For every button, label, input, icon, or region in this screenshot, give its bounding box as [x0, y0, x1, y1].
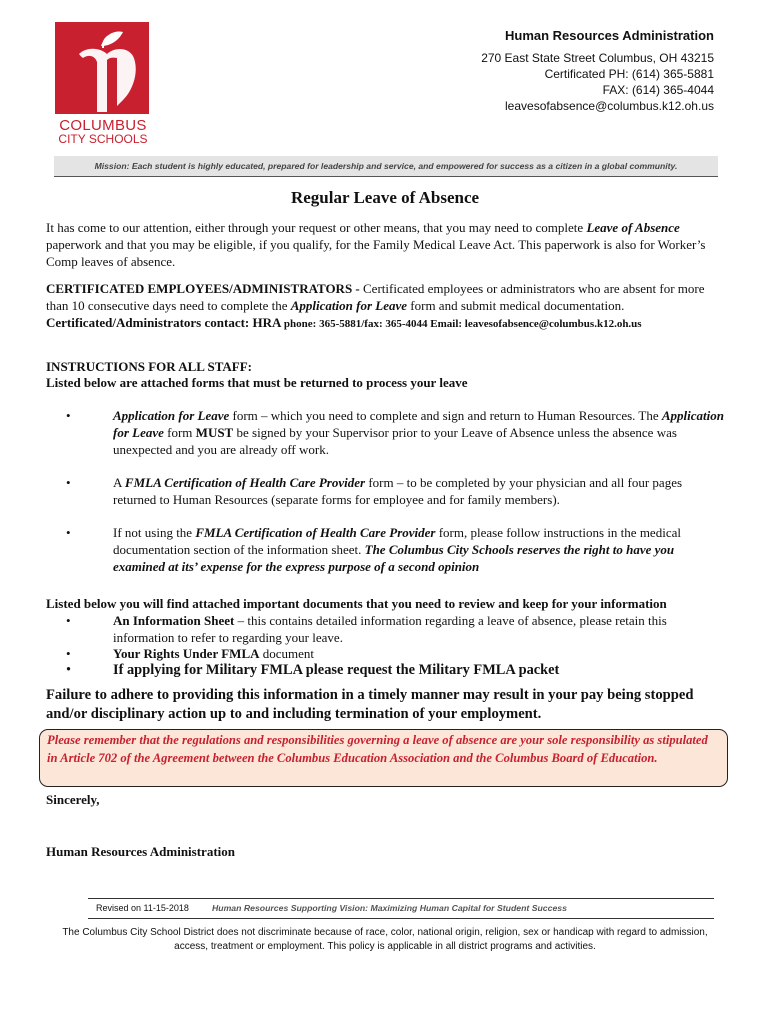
bullet-text: [113, 524, 725, 575]
bullet-icon: •: [66, 525, 71, 540]
certificated-form-name: Application for Leave: [290, 298, 408, 313]
page-title: Regular Leave of Absence: [290, 188, 480, 207]
bullet-text-part: form – which you need to complete and sign and return to Human Resources. The: [229, 408, 662, 423]
list-item: [46, 474, 726, 510]
instructions-subheading: Listed below are attached forms that must be returned to process your leave: [46, 375, 468, 390]
bullet-text: If applying for Military FMLA please request the Military FMLA packet: [113, 662, 560, 678]
vision-statement: Human Resources Supporting Vision: Maximizing Human Capital for Student Success: [212, 903, 567, 913]
bullet-icon: •: [66, 475, 71, 490]
intro-text-1: It has come to our attention, either through your request or other means, that you may need to complete: [46, 220, 587, 235]
must-text: MUST: [195, 425, 234, 440]
bullet-icon: •: [66, 408, 71, 423]
intro-paragraph: [46, 219, 726, 270]
form-name: Application for Leave: [113, 408, 725, 440]
footer-divider-bottom: [88, 918, 714, 919]
hra-phone: Certificated PH: (614) 365-5881: [544, 67, 714, 81]
form-name: FMLA Certification of Health Care Provider: [124, 475, 366, 490]
certificated-text-2: form and submit medical documentation.: [407, 298, 625, 313]
document-name: Your Rights Under FMLA: [113, 646, 260, 661]
responsibility-notice: Please remember that the regulations and responsibilities governing a leave of absence are your sole responsibility as stipulated in Article 702 of the Agreement between the Columbus Education Association and the Columbus Board of Education.: [39, 729, 728, 787]
hra-address: 270 East State Street Columbus, OH 43215: [481, 51, 714, 65]
bullet-text: [113, 645, 703, 662]
list-item: [46, 662, 726, 682]
list-item: [46, 407, 726, 459]
certificated-contact-label: Certificated/Administrators contact: HRA: [46, 315, 284, 330]
columbus-city-schools-logo: [53, 22, 153, 150]
hra-contact-block: [481, 28, 714, 114]
hra-title: Human Resources Administration: [504, 28, 714, 43]
hra-email: leavesofabsence@columbus.k12.oh.us: [505, 99, 714, 113]
certificated-heading: CERTIFICATED EMPLOYEES/ADMINISTRATORS -: [46, 281, 364, 296]
bullet-text-part: document: [259, 646, 315, 661]
bullet-text: [113, 407, 725, 458]
instructions-heading: INSTRUCTIONS FOR ALL STAFF:: [46, 359, 252, 374]
bullet-text-part: form, please follow instructions in the medical documentation section of the information sheet.: [113, 525, 681, 557]
bullet-icon: •: [66, 613, 71, 628]
list-item: [46, 612, 726, 646]
bullet-text-part: A: [113, 475, 125, 490]
hra-fax: FAX: (614) 365-4044: [602, 83, 714, 97]
mission-statement: Mission: Each student is highly educated, prepared for leadership and service, and empowered for success as a citizen in a global community.: [54, 156, 718, 177]
bullet-text-part: – this contains detailed information regarding a leave of absence, please retain this information to refer to regarding your leave.: [113, 613, 667, 645]
apple-logo-icon: [55, 22, 149, 114]
logo-name: COLUMBUS: [59, 117, 147, 134]
bullet-icon: •: [66, 662, 72, 678]
certificated-contact-details: phone: 365-5881/fax: 365-4044 Email: leavesofabsence@columbus.k12.oh.us: [283, 318, 642, 330]
bullet-text: [113, 474, 725, 508]
intro-leave-of-absence: Leave of Absence: [586, 220, 680, 235]
signature: Human Resources Administration: [46, 844, 235, 859]
certificated-paragraph: [46, 280, 726, 333]
bullet-text-part: form: [163, 425, 196, 440]
logo-sub: CITY SCHOOLS: [58, 132, 148, 146]
failure-warning: Failure to adhere to providing this information in a timely manner may result in your pay being stopped and/or disciplinary action up to and including termination of your employment.: [46, 687, 694, 722]
bullet-icon: •: [66, 646, 71, 661]
closing-text: Sincerely,: [46, 792, 100, 807]
form-name: FMLA Certification of Health Care Provider: [195, 525, 436, 540]
intro-text-2: paperwork and that you may be eligible, if you qualify, for the Family Medical Leave Act. This paperwork is also for Worker’s Comp leaves of absence.: [46, 237, 706, 269]
nondiscrimination-policy: The Columbus City School District does not discriminate because of race, color, national origin, religion, sex or handicap with regard to admission, access, treatment or employment. This policy is applicable in all district programs and activities.: [62, 927, 708, 952]
list-item: [46, 524, 726, 576]
revised-date: Revised on 11-15-2018: [96, 903, 189, 913]
second-opinion-note: The Columbus City Schools reserves the right to have you examined at its’ expense for the express purpose of a second opinion: [113, 542, 675, 574]
form-name: Application for Leave: [113, 408, 230, 423]
list-item: [46, 645, 726, 662]
footer-divider-top: [88, 898, 714, 899]
bullet-text-part: form – to be completed by your physician and all four pages returned to Human Resources (separate forms for employee and for family members).: [113, 475, 683, 507]
bullet-text: [113, 612, 703, 646]
document-name: An Information Sheet: [113, 613, 235, 628]
documents-heading: Listed below you will find attached important documents that you need to review and keep for your information: [46, 596, 667, 611]
bullet-text-part: be signed by your Supervisor prior to your Leave of Absence unless the absence was unexpected and you are already off work.: [113, 425, 677, 457]
certificated-text-1: Certificated employees or administrators who are absent for more than 10 consecutive days need to complete the: [46, 281, 705, 313]
bullet-text-part: If not using the: [113, 525, 196, 540]
